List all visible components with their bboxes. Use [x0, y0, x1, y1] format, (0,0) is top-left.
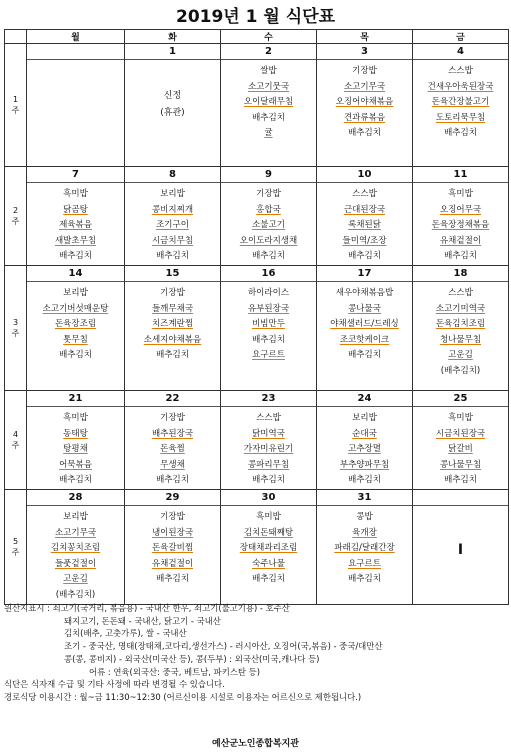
menu-item: 들풋겉절이 — [54, 558, 97, 569]
menu-item: 콩밥 — [356, 511, 373, 522]
weekday-header-row — [5, 30, 509, 44]
week-label — [5, 265, 27, 390]
menu-item: 들깨무채국 — [151, 303, 194, 314]
menu-item: 닭갈비 — [448, 444, 473, 455]
week-label-part: 1 — [12, 95, 19, 104]
weekday-header: 목 — [317, 30, 413, 44]
menu-items — [27, 407, 124, 489]
menu-items — [413, 282, 508, 380]
menu-item: 돈육간장불고기 — [431, 97, 490, 108]
day-cell — [413, 44, 509, 167]
page-title: 2019년 1 월 식단표 — [175, 7, 335, 27]
day-number: 28 — [27, 490, 124, 506]
menu-item: 들미역/조장 — [342, 235, 387, 246]
note-line: 식단은 식자재 수급 및 기타 사정에 따라 변경될 수 있습니다. — [4, 679, 225, 690]
menu-items — [317, 282, 412, 364]
menu-item: 조코핫케이크 — [339, 334, 390, 345]
weekday-header: 수 — [221, 30, 317, 44]
menu-items — [221, 282, 316, 364]
menu-item: 닭미역국 — [252, 428, 285, 439]
menu-item: 부추양파무침 — [339, 459, 390, 470]
day-number: 17 — [317, 266, 412, 282]
week-label-part: 주 — [11, 328, 20, 338]
menu-item: 조기구이 — [156, 220, 189, 231]
week-row — [5, 390, 509, 489]
menu-item: 김치돈돼째탕 — [243, 527, 294, 538]
menu-item: 새발초무침 — [54, 235, 97, 246]
weekday-header: 월 — [27, 30, 125, 44]
menu-item: 김치꽁치조림 — [50, 543, 101, 554]
menu-items — [413, 183, 508, 265]
day-number: 21 — [27, 391, 124, 407]
weekday-header: 화 — [125, 30, 221, 44]
menu-items — [125, 183, 220, 265]
menu-item: 돈육장정채볶음 — [431, 220, 490, 231]
day-number: 22 — [125, 391, 220, 407]
menu-item: 보리밥 — [160, 189, 185, 199]
menu-item: 기장밥 — [256, 189, 281, 199]
menu-item: 숙주나물 — [252, 558, 285, 569]
day-number: 10 — [317, 167, 412, 183]
holiday-note — [125, 60, 220, 122]
day-number: 31 — [317, 490, 412, 506]
menu-calendar-table — [4, 29, 509, 605]
menu-item: 소세지야채볶음 — [143, 334, 202, 345]
menu-item: 콩파리무침 — [247, 459, 290, 470]
menu-item: 배추김치 — [348, 475, 381, 486]
menu-item: 흑미밥 — [256, 511, 281, 522]
menu-item: 고추장멸 — [348, 444, 381, 455]
day-number: 23 — [221, 391, 316, 407]
menu-item: 배추김치 — [348, 128, 381, 139]
day-cell — [317, 44, 413, 167]
day-number: 16 — [221, 266, 316, 282]
menu-items — [413, 407, 508, 489]
menu-item: 배추김치 — [156, 475, 189, 486]
menu-item: 돈육장조림 — [54, 319, 97, 330]
day-cell — [221, 390, 317, 489]
day-cell — [221, 489, 317, 604]
week-label-part: 주 — [11, 106, 20, 115]
menu-item: 냉이된장국 — [151, 527, 194, 538]
menu-item: 기장밥 — [160, 287, 185, 298]
week-label — [5, 44, 27, 167]
menu-item: 동태탕 — [63, 428, 88, 439]
corner-cell — [5, 30, 27, 44]
menu-item: 소고기무국 — [343, 81, 386, 92]
menu-item: 스스밥 — [448, 66, 473, 76]
menu-item: 건새우아욱된장국 — [427, 81, 494, 92]
menu-items — [221, 60, 316, 142]
menu-item: 순대국 — [352, 428, 377, 439]
menu-item: 배추김치 — [444, 251, 477, 262]
menu-item: 배추김치 — [59, 251, 92, 262]
menu-item: 청나물무침 — [439, 334, 482, 345]
week-label-part: 주 — [11, 547, 20, 557]
menu-item: 홍합국 — [256, 204, 281, 215]
menu-items — [317, 407, 412, 489]
week-label — [5, 489, 27, 604]
menu-item: 시금치무침 — [151, 235, 194, 246]
menu-item: 배추김치 — [348, 251, 381, 262]
menu-items — [221, 407, 316, 489]
week-row — [5, 44, 509, 167]
menu-item: 배추김치 — [156, 574, 189, 585]
menu-item: 요구르트 — [252, 350, 285, 361]
menu-item: 장태채과리조림 — [239, 543, 298, 554]
day-cell — [125, 265, 221, 390]
menu-item: 귤 — [264, 128, 273, 139]
menu-items — [317, 183, 412, 265]
menu-item: 배추김치 — [59, 475, 92, 486]
menu-item: 가자미유린기 — [243, 444, 294, 455]
menu-item: 배추김치 — [252, 574, 285, 585]
day-number: 15 — [125, 266, 220, 282]
menu-item: 돈육김치조림 — [435, 319, 486, 330]
week-label — [5, 390, 27, 489]
menu-item: 오징어야채볶음 — [335, 97, 394, 108]
menu-item: 소고기무국 — [54, 527, 97, 538]
menu-items — [125, 407, 220, 489]
menu-item: 기장밥 — [352, 66, 377, 76]
note-line: 원산지표시 : 쇠고기(국거리, 볶음용) - 국내산 한우, 쇠고기(불고기용) - 호주산 — [4, 603, 290, 613]
menu-item: 닭곰탕 — [63, 204, 88, 215]
menu-item: 어묵볶음 — [59, 459, 92, 470]
menu-item: 배추김치 — [252, 112, 285, 123]
menu-item: 파래김/달래간장 — [334, 543, 395, 554]
day-cell — [413, 265, 509, 390]
menu-item: 배추된장국 — [151, 428, 194, 439]
menu-items — [27, 183, 124, 265]
menu-item: 배추김치 — [348, 350, 381, 361]
menu-items — [413, 60, 508, 142]
note-line: 김치(배추, 고춧가루), 쌀 - 국내산 — [64, 628, 187, 639]
menu-item: (배추김치) — [55, 589, 96, 600]
menu-item: 배추김치 — [156, 251, 189, 262]
menu-item: 돈육찜 — [160, 444, 185, 455]
menu-item: 치즈계란찜 — [151, 319, 194, 330]
menu-item: 배추김치 — [252, 475, 285, 486]
menu-item: 비빔만두 — [252, 319, 285, 330]
menu-item: 배추김치 — [348, 574, 381, 585]
menu-item: 콩나물무침 — [439, 459, 482, 470]
menu-item: 소고기미역국 — [435, 303, 486, 314]
week-label-part: 주 — [11, 216, 20, 226]
menu-item: 스스밥 — [448, 287, 473, 298]
day-number: 11 — [413, 167, 508, 183]
week-label-part: 주 — [11, 440, 20, 450]
weekday-header: 금 — [413, 30, 509, 44]
menu-item: 오징어무국 — [439, 204, 482, 215]
note-line: 돼지고기, 돈돈돼 - 국내산, 닭고기 - 국내산 — [64, 615, 221, 626]
week-row — [5, 489, 509, 604]
menu-items — [221, 506, 316, 588]
menu-item: 오이달래무침 — [243, 97, 294, 108]
menu-item: 야채샐러드/드레싱 — [330, 319, 399, 330]
footer-organization: 예산군노인종합복지관 — [212, 739, 299, 749]
menu-item: 탕평채 — [63, 444, 88, 455]
menu-item: 요구르트 — [348, 558, 381, 569]
menu-items — [125, 506, 220, 588]
menu-item: 기장밥 — [160, 511, 185, 522]
menu-item: 쌀밥 — [260, 66, 277, 76]
menu-item: 하이라이스 — [247, 287, 290, 298]
day-number: 8 — [125, 167, 220, 183]
note-line: 경로식당 이용시간 : 월~금 11:30~12:30 (어르신이용 시설로 이용자는 어르신으로 제한됩니다.) — [4, 691, 362, 702]
day-cell — [413, 390, 509, 489]
day-number: 4 — [413, 44, 508, 60]
day-cell — [317, 489, 413, 604]
menu-item: 돈육갈비찜 — [151, 543, 194, 554]
menu-item: 유부된장국 — [247, 303, 290, 314]
note-line: 조기 - 중국산, 명태(장태채,코다리,생선가스) - 러시아산, 오징어(국,볶음) - 중국/대만산 — [64, 641, 383, 652]
menu-item: 근대된장국 — [343, 204, 386, 215]
day-number: 3 — [317, 44, 412, 60]
menu-items — [27, 282, 124, 364]
menu-item: 배추김치 — [59, 350, 92, 361]
day-cell — [221, 167, 317, 266]
day-cell — [413, 167, 509, 266]
menu-item: 배추김치 — [252, 334, 285, 345]
day-cell — [125, 489, 221, 604]
day-cell — [27, 44, 125, 167]
day-cell — [125, 44, 221, 167]
menu-item: 제육볶음 — [59, 220, 92, 231]
menu-item: 배추김치 — [252, 251, 285, 262]
day-number: 9 — [221, 167, 316, 183]
day-number: 25 — [413, 391, 508, 407]
menu-item: 톳무침 — [63, 334, 88, 345]
menu-item: 새우야채볶음밥 — [335, 287, 394, 298]
day-number: 1 — [125, 44, 220, 60]
menu-items — [317, 60, 412, 142]
day-cell — [317, 167, 413, 266]
menu-item: 흑미밥 — [63, 189, 88, 199]
day-number — [413, 490, 508, 506]
menu-item: 배추김치 — [444, 475, 477, 486]
day-cell — [221, 44, 317, 167]
menu-item: 고운김 — [63, 574, 88, 585]
menu-item: 소고기버섯매운탕 — [42, 303, 109, 314]
day-number: 29 — [125, 490, 220, 506]
day-number: 30 — [221, 490, 316, 506]
menu-item: 고운김 — [448, 350, 473, 361]
week-row — [5, 167, 509, 266]
day-number: 18 — [413, 266, 508, 282]
menu-item: 견과류볶음 — [343, 112, 386, 123]
day-cell — [125, 390, 221, 489]
menu-item: 보리밥 — [63, 511, 88, 522]
menu-items — [317, 506, 412, 588]
menu-item: 기장밥 — [160, 412, 185, 423]
day-cell — [221, 265, 317, 390]
menu-item: 육개장 — [352, 527, 377, 538]
menu-item: 무생채 — [160, 459, 185, 470]
week-label-part: 3 — [12, 317, 19, 327]
menu-item: 스스밥 — [256, 412, 281, 423]
menu-item: 스스밥 — [352, 189, 377, 199]
menu-item: 흑미밥 — [448, 412, 473, 423]
menu-item: 보리밥 — [352, 412, 377, 423]
menu-item: 오이도라지생채 — [239, 235, 298, 246]
menu-item: 소불고기 — [252, 220, 285, 231]
week-label — [5, 167, 27, 266]
menu-items — [221, 183, 316, 265]
week-label-part: 2 — [12, 205, 19, 215]
menu-item: 소고기뭇국 — [247, 81, 290, 92]
menu-item: 록채된닭 — [348, 220, 381, 231]
note-line: 콩(콩, 콩비지) - 외국산(미국산 등), 콩(두부) : 외국산(미국,캐나다 등) — [64, 653, 320, 664]
menu-item: 배추김치 — [444, 128, 477, 139]
day-cell — [317, 265, 413, 390]
day-number — [27, 44, 124, 60]
menu-item: 배추김치 — [156, 350, 189, 361]
menu-item: 도토리묵무침 — [435, 112, 486, 123]
week-row — [5, 265, 509, 390]
day-number: 2 — [221, 44, 316, 60]
cell-mark: I — [457, 541, 464, 558]
note-line: 어류 : 연육(외국산: 중국, 베트남, 파키스탄 등) — [89, 666, 261, 677]
menu-item: 콩나물국 — [348, 303, 381, 314]
holiday-note-line: 신정 — [163, 91, 182, 101]
day-cell — [27, 265, 125, 390]
menu-item: 유채겉절이 — [151, 558, 194, 569]
menu-item: 유채겉절이 — [439, 235, 482, 246]
day-cell — [125, 167, 221, 266]
menu-item: 흑미밥 — [63, 412, 88, 423]
menu-item: (배추김치) — [440, 365, 481, 376]
day-cell — [317, 390, 413, 489]
day-cell — [27, 167, 125, 266]
menu-items — [27, 506, 124, 604]
menu-item: 흑미밥 — [448, 189, 473, 199]
menu-item: 콩비지찌개 — [151, 204, 194, 215]
day-number: 7 — [27, 167, 124, 183]
day-cell — [27, 390, 125, 489]
holiday-note-line: (휴관) — [160, 108, 185, 118]
menu-item: 시금치된장국 — [435, 428, 486, 439]
menu-item: 보리밥 — [63, 287, 88, 298]
menu-items — [125, 282, 220, 364]
day-number: 24 — [317, 391, 412, 407]
day-number: 14 — [27, 266, 124, 282]
day-cell — [413, 489, 509, 604]
week-label-part: 5 — [12, 536, 19, 546]
notes-section — [4, 602, 508, 704]
day-cell — [27, 489, 125, 604]
week-label-part: 4 — [12, 429, 19, 439]
